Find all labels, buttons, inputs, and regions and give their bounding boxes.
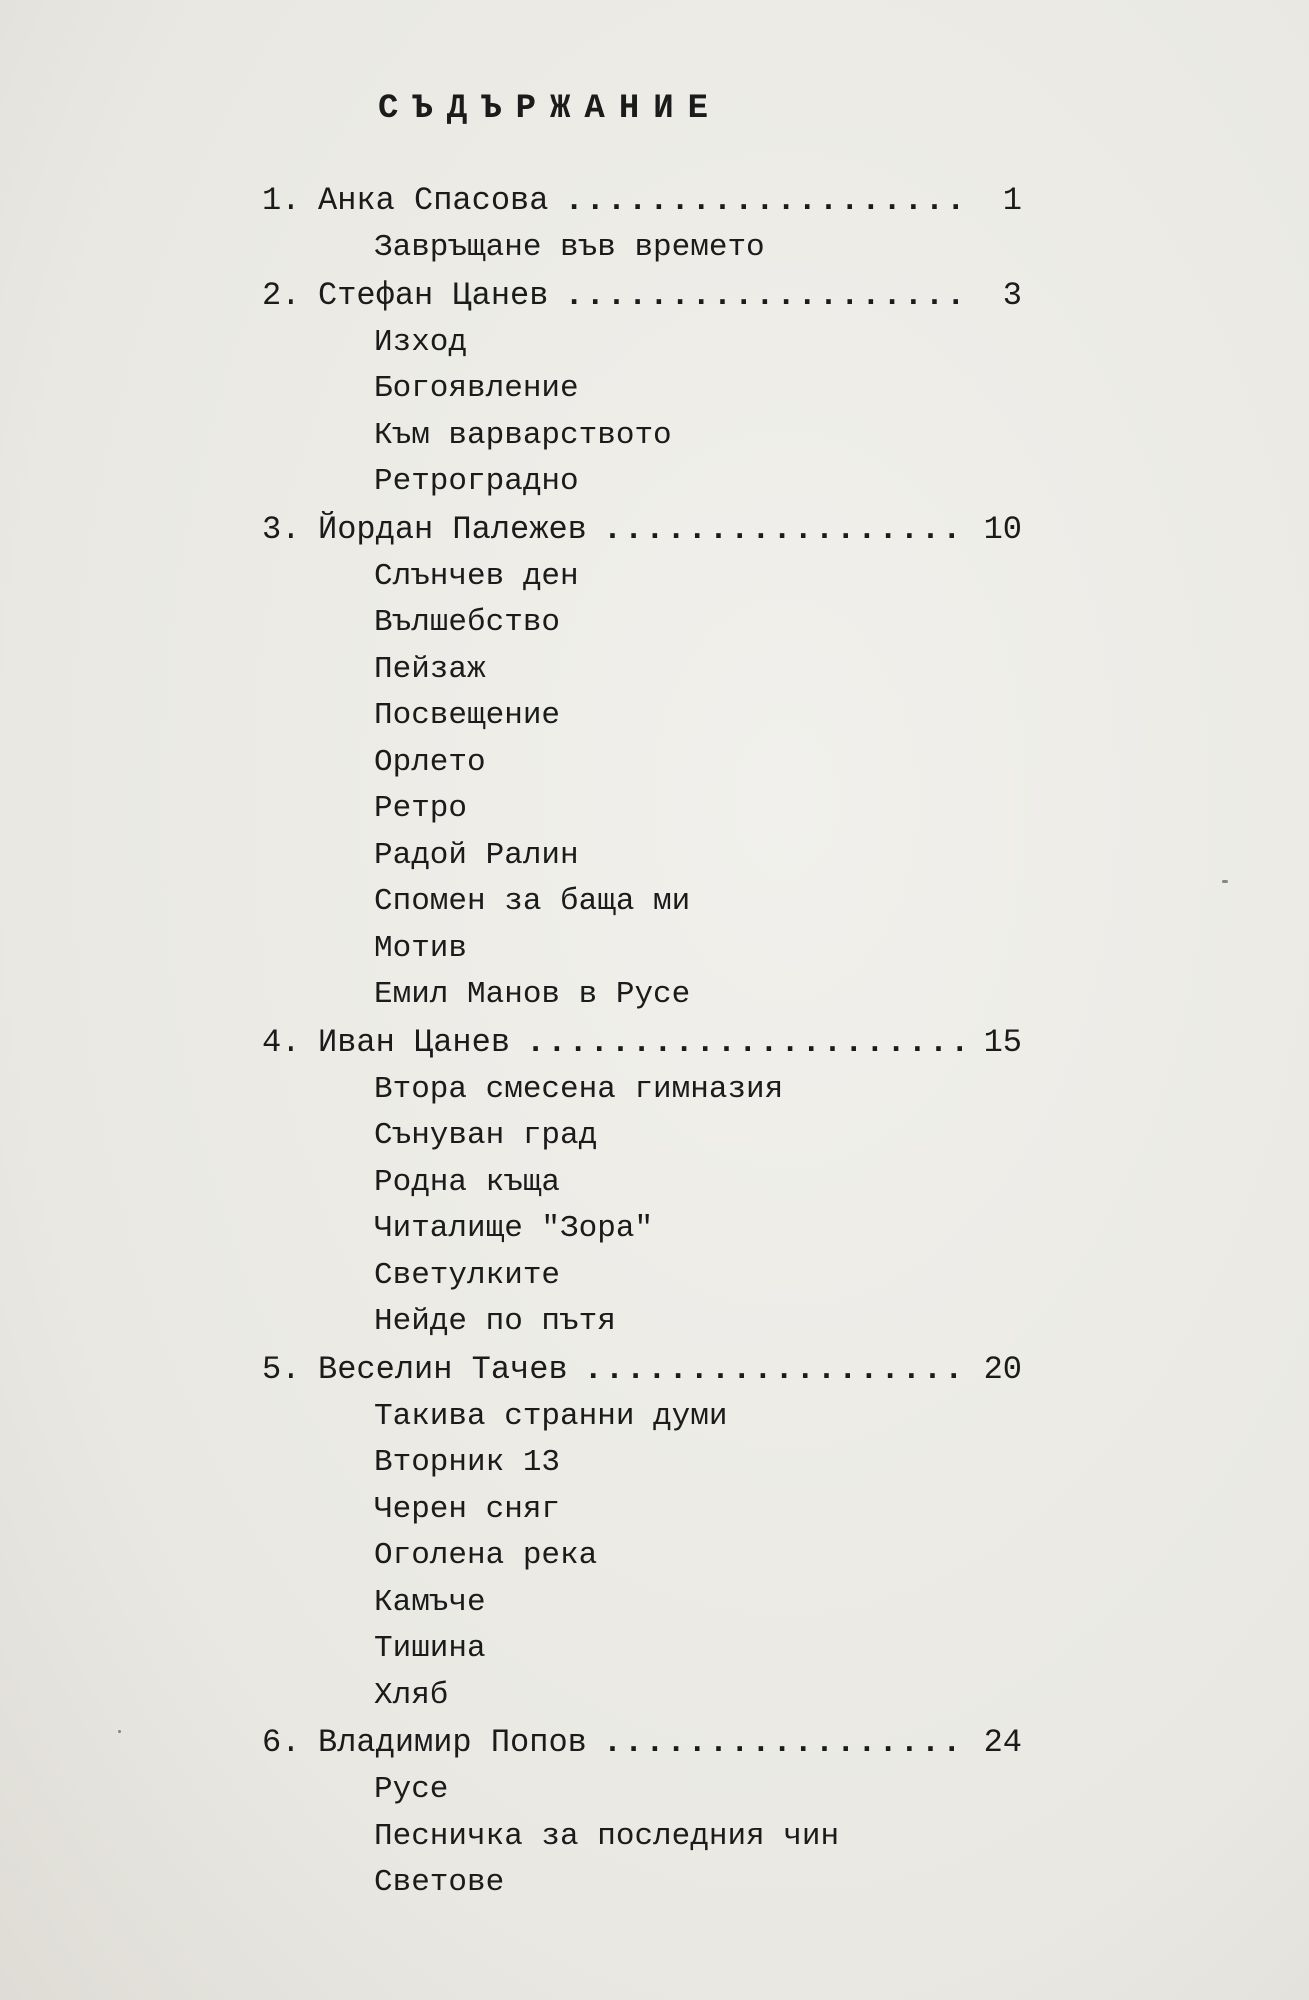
work-title: Орлето bbox=[374, 744, 486, 780]
page-number: 3 bbox=[1002, 276, 1022, 314]
work-title: Светулките bbox=[374, 1257, 561, 1293]
work-title: Богоявление bbox=[374, 371, 579, 406]
dot-leader bbox=[584, 1351, 962, 1388]
author-line bbox=[262, 1024, 1022, 1072]
dot-leader bbox=[603, 1724, 962, 1761]
ink-speck bbox=[1222, 880, 1228, 883]
work-title: Родна къща bbox=[374, 1164, 561, 1200]
work-title: Тишина bbox=[374, 1631, 486, 1666]
work-title: Хляб bbox=[374, 1677, 449, 1713]
work-title: Изход bbox=[374, 324, 468, 360]
work-title: Светове bbox=[374, 1865, 505, 1900]
dot-leader bbox=[526, 1024, 962, 1061]
work-title: Слънчев ден bbox=[374, 558, 579, 594]
author-name: Стефан Цанев bbox=[318, 276, 549, 314]
work-title: Мотив bbox=[374, 930, 468, 966]
entry-number: 5. bbox=[262, 1350, 301, 1388]
author-name: Веселин Тачев bbox=[318, 1350, 568, 1388]
page-number: 10 bbox=[983, 510, 1022, 548]
work-title: Радой Ралин bbox=[374, 837, 579, 873]
work-title: Завръщане във времето bbox=[374, 230, 765, 265]
work-title: Вълшебство bbox=[374, 605, 561, 640]
author-line bbox=[262, 182, 1022, 230]
author-line bbox=[262, 277, 1022, 325]
work-title: Русе bbox=[374, 1772, 449, 1807]
author-name: Йордан Палежев bbox=[318, 510, 587, 548]
dot-leader bbox=[564, 182, 962, 219]
toc-entry bbox=[262, 511, 1022, 1024]
work-title: Емил Манов в Русе bbox=[374, 977, 691, 1012]
toc-entry bbox=[262, 1024, 1022, 1351]
work-title: Вторник 13 bbox=[374, 1445, 561, 1480]
page-number: 20 bbox=[983, 1350, 1022, 1388]
work-title: Нейде по пътя bbox=[374, 1304, 616, 1339]
entry-number: 6. bbox=[262, 1724, 301, 1761]
work-title: Ретро bbox=[374, 791, 468, 826]
work-title: Такива странни думи bbox=[374, 1398, 728, 1434]
page-number: 24 bbox=[983, 1724, 1022, 1761]
work-title: Посвещение bbox=[374, 698, 561, 733]
toc-entry bbox=[262, 182, 1022, 277]
ink-speck bbox=[118, 1730, 121, 1733]
author-line bbox=[262, 511, 1022, 559]
work-title: Песничка за последния чин bbox=[374, 1818, 840, 1854]
author-name: Иван Цанев bbox=[318, 1023, 511, 1061]
entry-number: 4. bbox=[262, 1023, 301, 1061]
work-title: Пейзаж bbox=[374, 651, 486, 687]
work-title: Камъче bbox=[374, 1584, 486, 1620]
dot-leader bbox=[603, 511, 962, 548]
toc-entry bbox=[262, 1724, 1022, 1912]
work-title: Сънуван град bbox=[374, 1118, 598, 1153]
table-of-contents bbox=[262, 182, 1022, 1912]
work-title: Към варварството bbox=[374, 417, 672, 453]
work-title: Спомен за баща ми bbox=[374, 884, 691, 919]
work-title: Втора смесена гимназия bbox=[374, 1071, 784, 1107]
entry-number: 1. bbox=[262, 182, 301, 219]
author-line bbox=[262, 1351, 1022, 1399]
toc-entry bbox=[262, 277, 1022, 511]
author-name: Анка Спасова bbox=[318, 182, 549, 219]
author-line bbox=[262, 1724, 1022, 1772]
dot-leader bbox=[564, 277, 962, 314]
work-title: Черен сняг bbox=[374, 1491, 561, 1527]
page-number: 1 bbox=[1002, 182, 1022, 219]
entry-number: 2. bbox=[262, 276, 301, 314]
author-name: Владимир Попов bbox=[318, 1724, 587, 1761]
entry-number: 3. bbox=[262, 510, 301, 548]
work-title: Читалище "Зора" bbox=[374, 1211, 654, 1246]
page-title: СЪДЪРЖАНИЕ bbox=[378, 90, 723, 128]
work-title: Оголена река bbox=[374, 1538, 598, 1573]
work-title: Ретроградно bbox=[374, 464, 579, 499]
page-number: 15 bbox=[983, 1023, 1022, 1061]
toc-entry bbox=[262, 1351, 1022, 1725]
